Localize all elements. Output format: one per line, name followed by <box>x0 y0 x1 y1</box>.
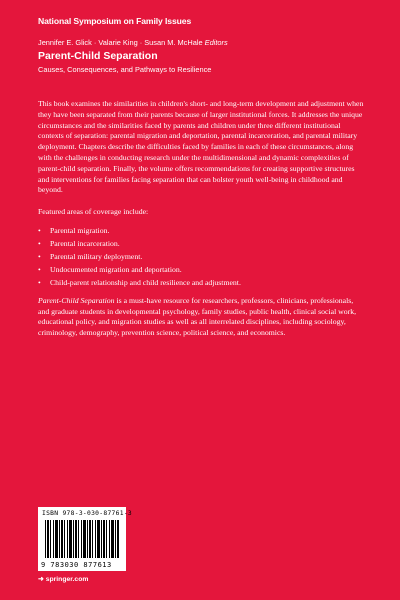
blurb-paragraph: This book examines the similarities in children's short- and long-term development and adjustment when they have been separated from their parents because of larger institutional forces. It addresses the unique circumstances and the similarities faced by parents and children under three different institutional contexts of separation: parental migration and deportation, parental incarceration, and parental military deployment. Chapters describe the difficulties faced by families in each of these circumstances, along with the challenges in conducting research under the multidimensional and dynamic complexities of parent-child separation. Finally, the volume offers recommendations for creating supportive structures and interventions for families facing separation that can bolster youth well-being in childhood and beyond. <box>38 99 364 195</box>
publisher-link[interactable] <box>38 575 88 583</box>
closing-title: Parent-Child Separation <box>38 295 115 305</box>
editor-names: Jennifer E. Glick · Valarie King · Susan M. McHale <box>38 38 203 47</box>
editors-line <box>38 38 228 47</box>
publisher-url: springer.com <box>45 576 89 583</box>
featured-heading: Featured areas of coverage include: <box>38 207 149 217</box>
editors-label: Editors <box>204 38 228 47</box>
coverage-list <box>38 226 364 289</box>
list-item: • Undocumented migration and deportation. <box>38 265 364 276</box>
barcode <box>38 507 133 571</box>
list-item: • Parental military deployment. <box>38 252 364 263</box>
list-item: • Parental incarceration. <box>38 239 364 250</box>
barcode-digits: 9 783030 877613 <box>41 561 112 569</box>
closing-text: is a must-have resource for researchers, professors, clinicians, professionals, and graduate students in developmental psychology, family studies, public health, clinical social work, educational policy, and migration studies as well as all interrelated disciplines, including sociology, criminology, demography, prevention science, political science, and economics. <box>38 295 357 338</box>
arrow-icon: ➜ <box>38 576 44 583</box>
list-item: • Child-parent relationship and child resilience and adjustment. <box>38 278 364 289</box>
book-subtitle: Causes, Consequences, and Pathways to Resilience <box>38 65 212 74</box>
blurb <box>38 99 364 339</box>
book-title: Parent-Child Separation <box>38 50 158 62</box>
series-title: National Symposium on Family Issues <box>38 16 192 26</box>
barcode-bars <box>45 520 119 558</box>
list-item: • Parental migration. <box>38 226 364 237</box>
isbn-label: ISBN 978-3-030-87761-3 <box>42 510 133 517</box>
closing-paragraph <box>38 296 364 339</box>
